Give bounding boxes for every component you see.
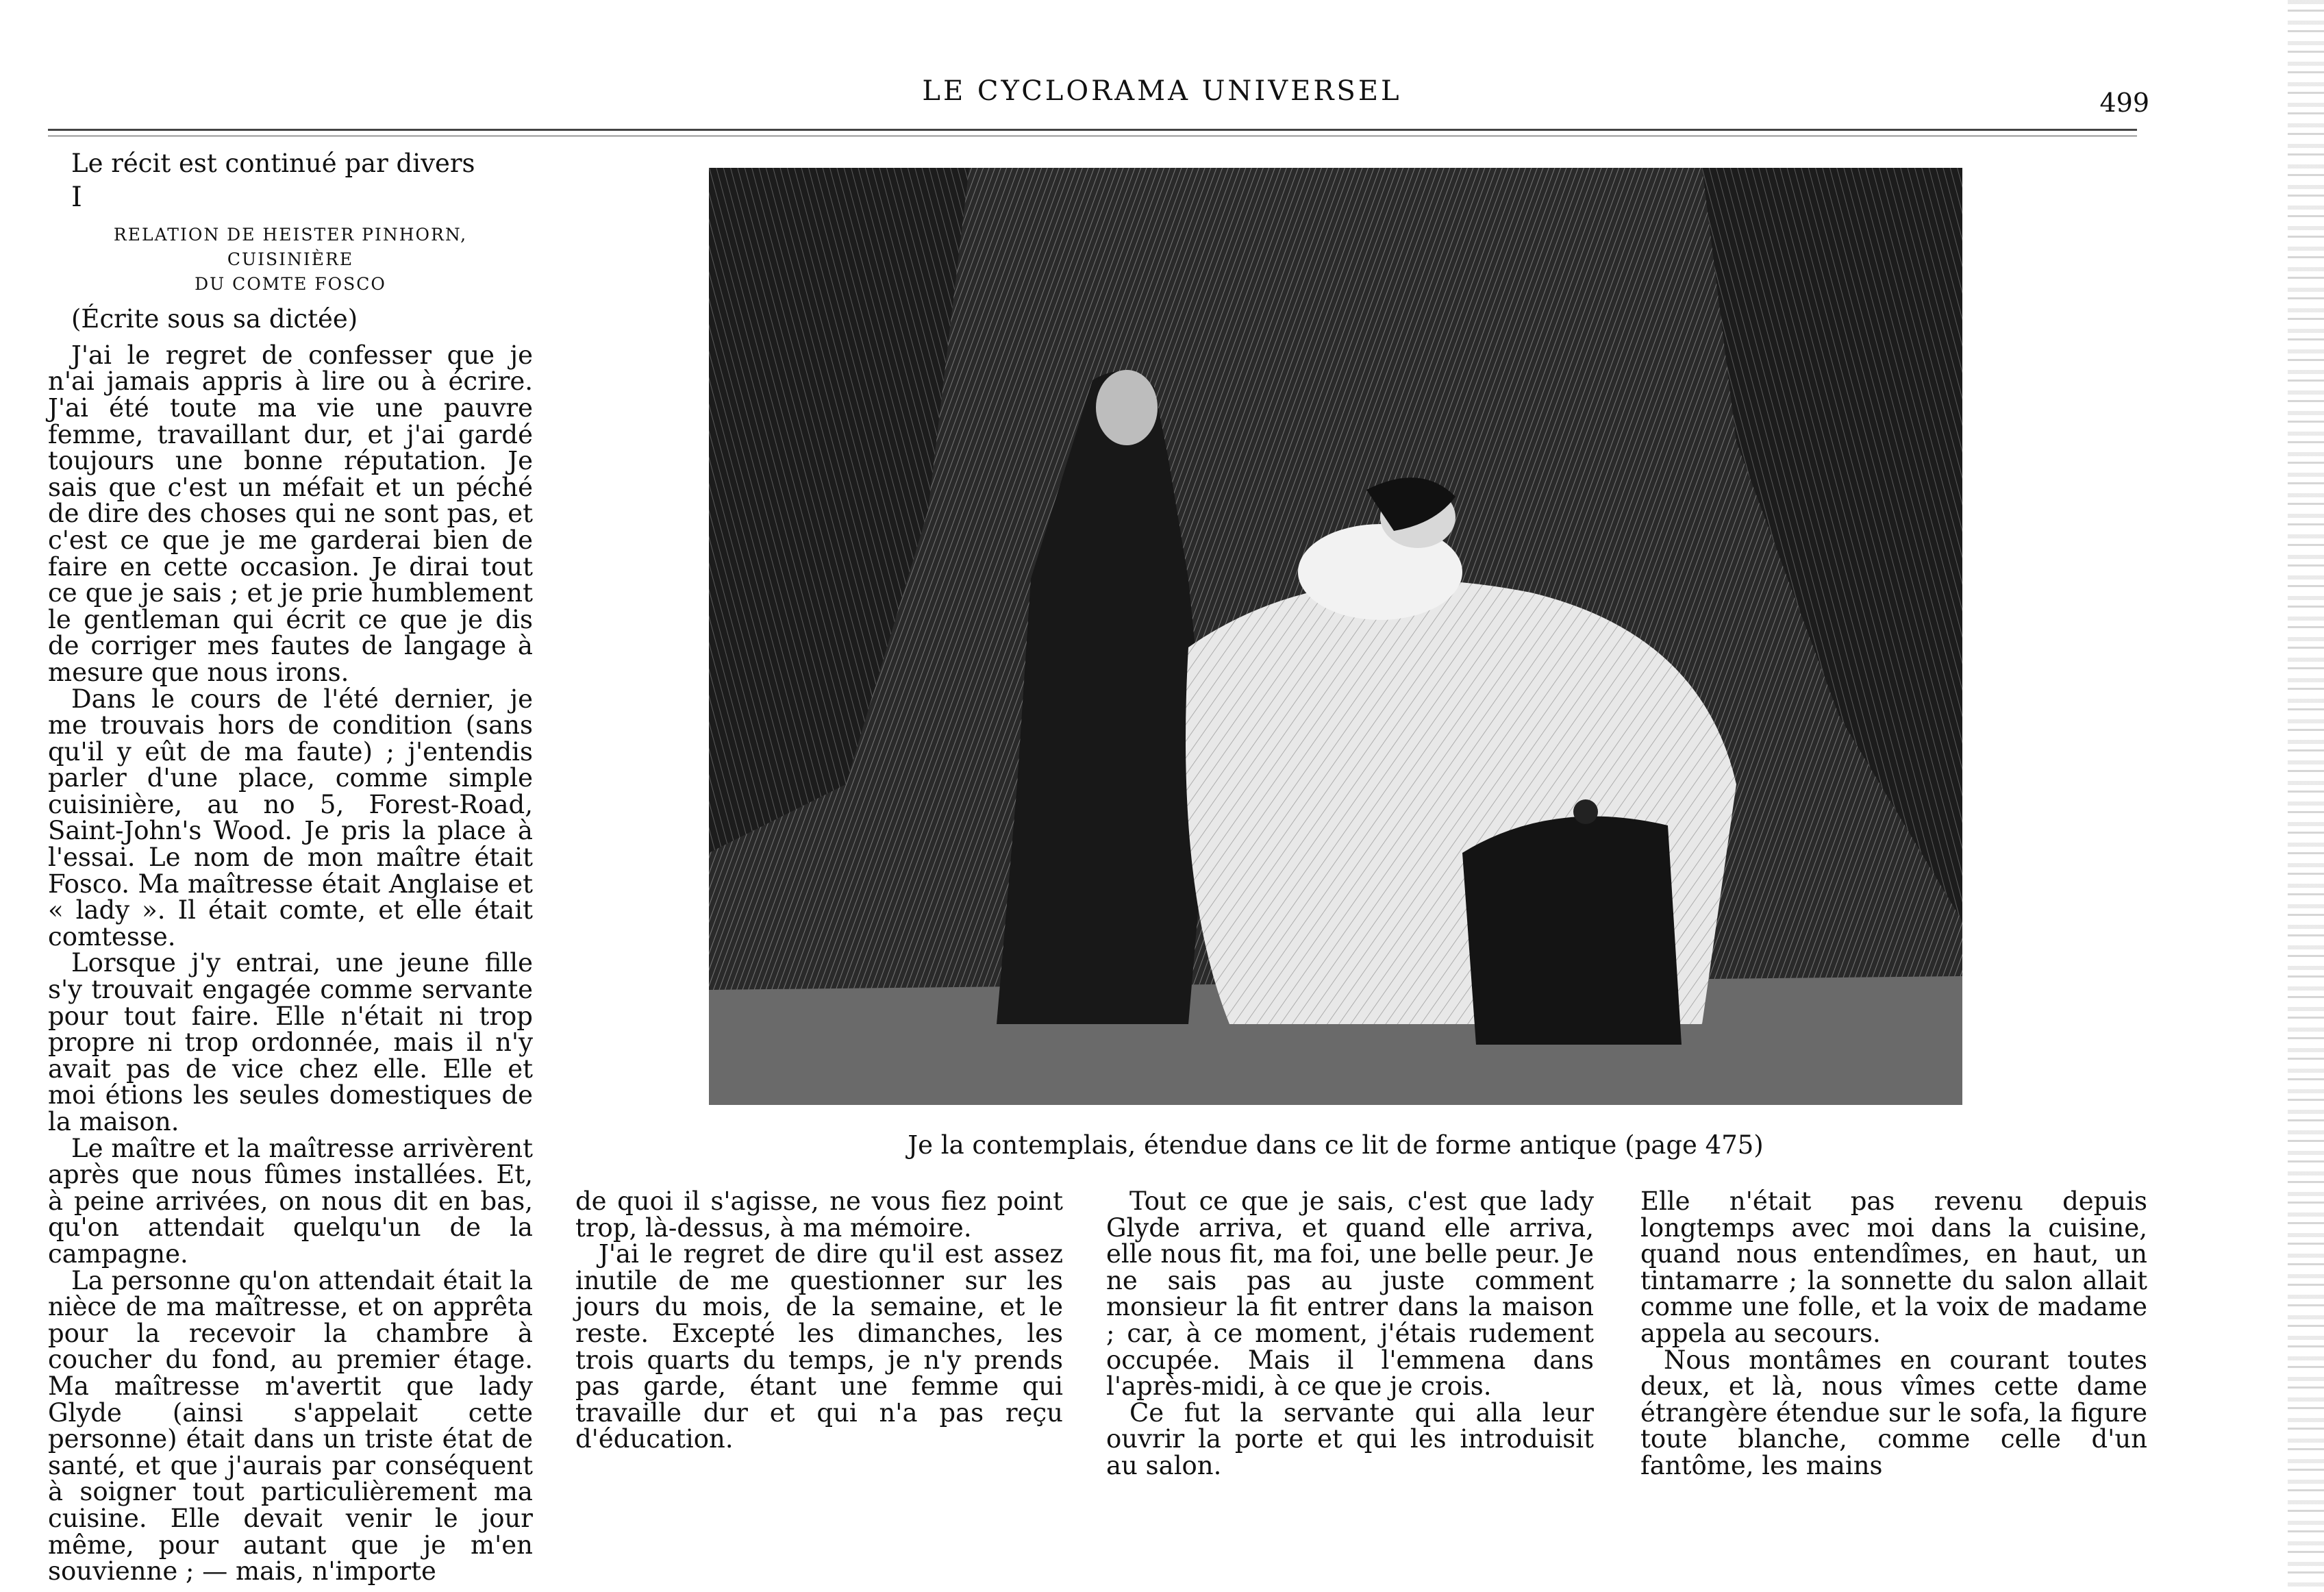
running-header: LE CYCLORAMA UNIVERSEL (922, 75, 1402, 107)
section-subtitle: (Écrite sous sa dictée) (71, 304, 358, 334)
paragraph: J'ai le regret de confesser que je n'ai jamais appris à lire ou à écrire. J'ai été toute ma vie une pauvre femme, travaillant dur, et j'ai gardé toujours une bonne réputation. Je sais que c'est un méfait et un péché de dire des choses qui ne sont pas, et c'est ce que je me garderai bien de faire en cette occasion. Je dirai tout ce que je sais ; et je prie humblement le gentleman qui écrit ce que je dis de corriger mes fautes de langage à mesure que nous irons. (48, 340, 533, 687)
paragraph: Elle n'était pas revenu depuis longtemps avec moi dans la cuisine, quand nous entendîmes, en haut, un tintamarre ; la sonnette du salon allait comme une folle, et la voix de madame appela au secours. (1640, 1186, 2147, 1348)
section-number: I (71, 181, 82, 213)
paragraph: J'ai le regret de dire qu'il est assez inutile de me questionner sur les jours du mois, de la semaine, et le reste. Excepté les dimanches, les trois quarts du temps, je n'y prends pas garde, étant une femme qui travaille dur et qui n'a pas reçu d'éducation. (575, 1239, 1063, 1454)
relation-heading (48, 223, 533, 297)
paragraph: Dans le cours de l'été dernier, je me trouvais hors de condition (sans qu'il y eût de ma faute) ; j'entendis parler d'une place, comme simple cuisinière, au no 5, Forest-Road, Saint-John's Wood. Je pris la place à l'essai. Le nom de mon maître était Fosco. Ma maîtresse était Anglaise et « lady ». Il était comte, et elle était comtesse. (48, 684, 533, 952)
scan-edge-artifact (2288, 0, 2324, 1592)
paragraph: Le maître et la maîtresse arrivèrent après que nous fûmes installées. Et, à peine arrivées, on nous dit en bas, qu'on attendait quelqu'un de la campagne. (48, 1133, 533, 1269)
paragraph: Nous montâmes en courant toutes deux, et là, nous vîmes cette dame étrangère étendue sur le sofa, la figure toute blanche, comme celle d'un fantôme, les mains (1640, 1345, 2147, 1480)
column-4 (1640, 1186, 2147, 1480)
engraving-image (709, 168, 1962, 1105)
paragraph: de quoi il s'agisse, ne vous fiez point trop, là-dessus, à ma mémoire. (575, 1186, 1063, 1243)
section-title: Le récit est continué par divers (71, 149, 475, 178)
column-3 (1106, 1186, 1594, 1480)
column-1 (48, 151, 533, 1585)
relation-heading-line: RELATION DE HEISTER PINHORN, CUISINIÈRE (113, 225, 468, 270)
illustration-caption: Je la contemplais, étendue dans ce lit de forme antique (page 475) (908, 1130, 1764, 1160)
paragraph: La personne qu'on attendait était la nièce de ma maîtresse, et on apprêta pour la recevoir la chambre à coucher du fond, au premier étage. Ma maîtresse m'avertit que lady Glyde (ainsi s'appelait cette personne) était dans un triste état de santé, et que j'aurais par conséquent à soigner tout particulièrement ma cuisine. Elle devait venir le jour même, pour autant que je m'en souvienne ; — mais, n'importe (48, 1265, 533, 1587)
paragraph: Lorsque j'y entrai, une jeune fille s'y trouvait engagée comme servante pour tout faire. Elle n'était ni trop propre ni trop ordonnée, mais il n'y avait pas de vice chez elle. Elle et moi étions les seules domestiques de la maison. (48, 948, 533, 1136)
column-2 (575, 1186, 1063, 1454)
paragraph: Tout ce que je sais, c'est que lady Glyde arriva, et quand elle arriva, elle nous fit, ma foi, une belle peur. Je ne sais pas au juste comment monsieur la fit entrer dans la maison ; car, à ce moment, j'étais rudement occupée. Mais il l'emmena dans l'après-midi, à ce que je crois. (1106, 1186, 1594, 1402)
engraving-illustration (709, 168, 1962, 1105)
header-rule (48, 129, 2137, 131)
page-number: 499 (2099, 88, 2149, 118)
paragraph: Ce fut la servante qui alla leur ouvrir la porte et qui les introduisit au salon. (1106, 1397, 1594, 1480)
relation-heading-line: DU COMTE FOSCO (195, 274, 386, 295)
